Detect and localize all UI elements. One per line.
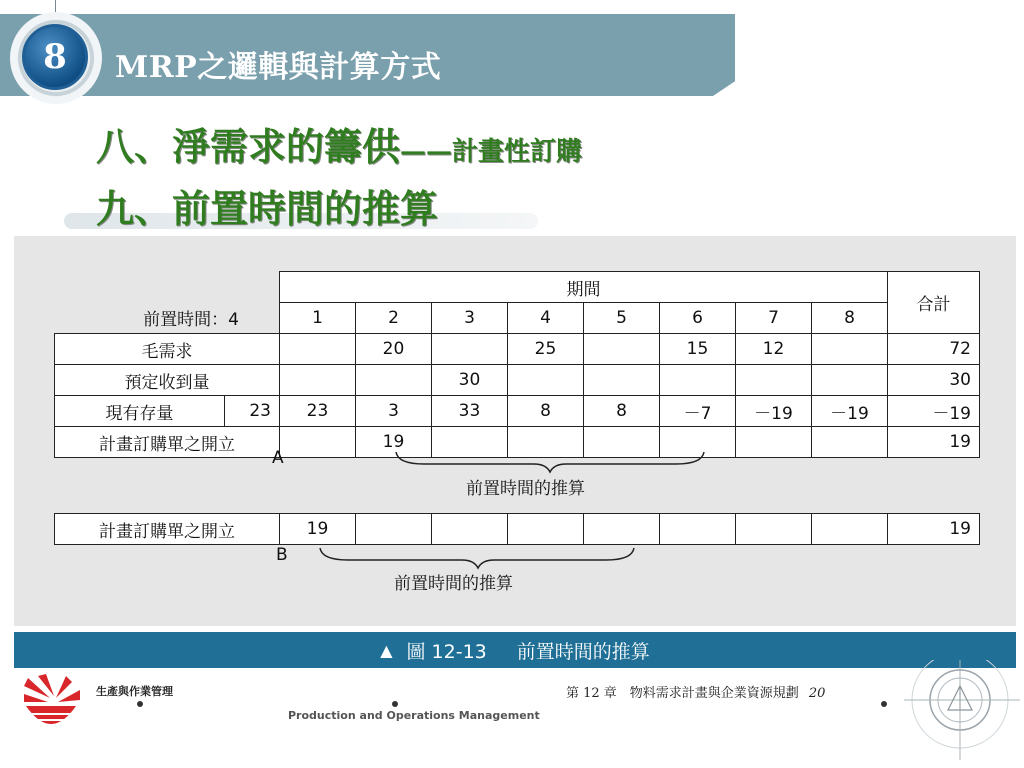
- footer-dot: [392, 701, 398, 707]
- table-cell: [356, 365, 432, 396]
- caption-text: 前置時間的推算: [516, 640, 650, 663]
- table-cell: [432, 334, 508, 365]
- row-label: 毛需求: [55, 334, 280, 365]
- table-cell: 20: [356, 334, 432, 365]
- table-row: [55, 396, 980, 427]
- period-cell: 3: [432, 303, 508, 334]
- subtitle-net-requirement: [96, 116, 582, 171]
- table-cell: [508, 365, 584, 396]
- row-label: 計畫訂購單之開立: [55, 514, 280, 545]
- compass-decoration-icon: [900, 660, 1024, 768]
- period-cell: 2: [356, 303, 432, 334]
- period-cell: 8: [812, 303, 888, 334]
- table-cell: 19: [280, 514, 356, 545]
- table-cell: －7: [660, 396, 736, 427]
- table-cell: [660, 365, 736, 396]
- caption-figure-number: 圖 12-13: [406, 640, 487, 663]
- row-label: 預定收到量: [55, 365, 280, 396]
- subtitle-1-main: 八、淨需求的籌供: [96, 124, 401, 169]
- total-cell: 19: [888, 514, 980, 545]
- table-row: [55, 303, 980, 334]
- brace-b-label: 前置時間的推算: [394, 574, 513, 594]
- brace-a: [394, 450, 706, 472]
- caption-triangle-icon: ▲: [380, 640, 393, 660]
- table-cell: 25: [508, 334, 584, 365]
- table-cell: [280, 334, 356, 365]
- total-header: 合計: [888, 272, 980, 334]
- period-cell: 5: [584, 303, 660, 334]
- table-cell: [584, 514, 660, 545]
- total-cell: 72: [888, 334, 980, 365]
- table-cell: [280, 427, 356, 458]
- table-cell: －19: [812, 396, 888, 427]
- subtitle-lead-time: 九、前置時間的推算: [96, 186, 439, 231]
- table-cell: [280, 365, 356, 396]
- table-cell: 30: [432, 365, 508, 396]
- figure-caption: [14, 632, 1016, 668]
- brace-a-label: 前置時間的推算: [466, 479, 585, 499]
- table-cell: [584, 365, 660, 396]
- period-cell: 6: [660, 303, 736, 334]
- table-cell: [356, 514, 432, 545]
- footer-chapter-info: [566, 682, 825, 701]
- total-cell: 19: [888, 427, 980, 458]
- marker-a: A: [272, 448, 284, 468]
- lead-time-label: 前置時間：4: [143, 310, 239, 331]
- table-cell: 23: [280, 396, 356, 427]
- period-header: 期間: [280, 272, 888, 303]
- table-cell: [736, 427, 812, 458]
- chapter-number: 8: [43, 37, 67, 77]
- footer-chapter-text: 第 12 章 物料需求計畫與企業資源規劃: [566, 686, 799, 701]
- footer-dot: [881, 701, 887, 707]
- table-cell: [736, 514, 812, 545]
- footer-dot: [137, 701, 143, 707]
- marker-b: B: [276, 545, 288, 565]
- table-row: [55, 365, 980, 396]
- mrp-table: [54, 271, 980, 458]
- table-cell: 8: [584, 396, 660, 427]
- chapter-badge: [22, 24, 88, 90]
- total-cell: 30: [888, 365, 980, 396]
- table-cell: [508, 514, 584, 545]
- footer-book-title: 生產與作業管理: [96, 685, 173, 698]
- table-cell: [584, 334, 660, 365]
- period-cell: 1: [280, 303, 356, 334]
- subtitle-1-suffix: ——計畫性訂購: [400, 137, 583, 167]
- table-cell: 3: [356, 396, 432, 427]
- row-label: 計畫訂購單之開立: [55, 427, 280, 458]
- table-cell: 33: [432, 396, 508, 427]
- table-row: [55, 272, 980, 303]
- figure-panel: [14, 236, 1016, 626]
- table-cell: [660, 514, 736, 545]
- row-label: 現有存量: [55, 396, 225, 427]
- table-row: [55, 334, 980, 365]
- table-cell: 12: [736, 334, 812, 365]
- period-cell: 4: [508, 303, 584, 334]
- table-cell: 15: [660, 334, 736, 365]
- page-number: 20: [808, 686, 826, 701]
- table-cell: [736, 365, 812, 396]
- brace-b: [318, 546, 636, 568]
- table-cell: [432, 514, 508, 545]
- table-cell: [812, 514, 888, 545]
- table-cell: 19: [356, 427, 432, 458]
- table-cell: －19: [736, 396, 812, 427]
- slide-title: MRP之邏輯與計算方式: [115, 50, 442, 85]
- total-cell: －19: [888, 396, 980, 427]
- publisher-logo-icon: [20, 672, 82, 730]
- table-cell: 8: [508, 396, 584, 427]
- footer-english-title: Production and Operations Management: [288, 709, 540, 722]
- table-row: [55, 514, 980, 545]
- initial-inventory: 23: [225, 396, 280, 427]
- table-cell: [812, 427, 888, 458]
- table-cell: [812, 334, 888, 365]
- planned-order-table-b: [54, 513, 980, 545]
- period-cell: 7: [736, 303, 812, 334]
- table-cell: [812, 365, 888, 396]
